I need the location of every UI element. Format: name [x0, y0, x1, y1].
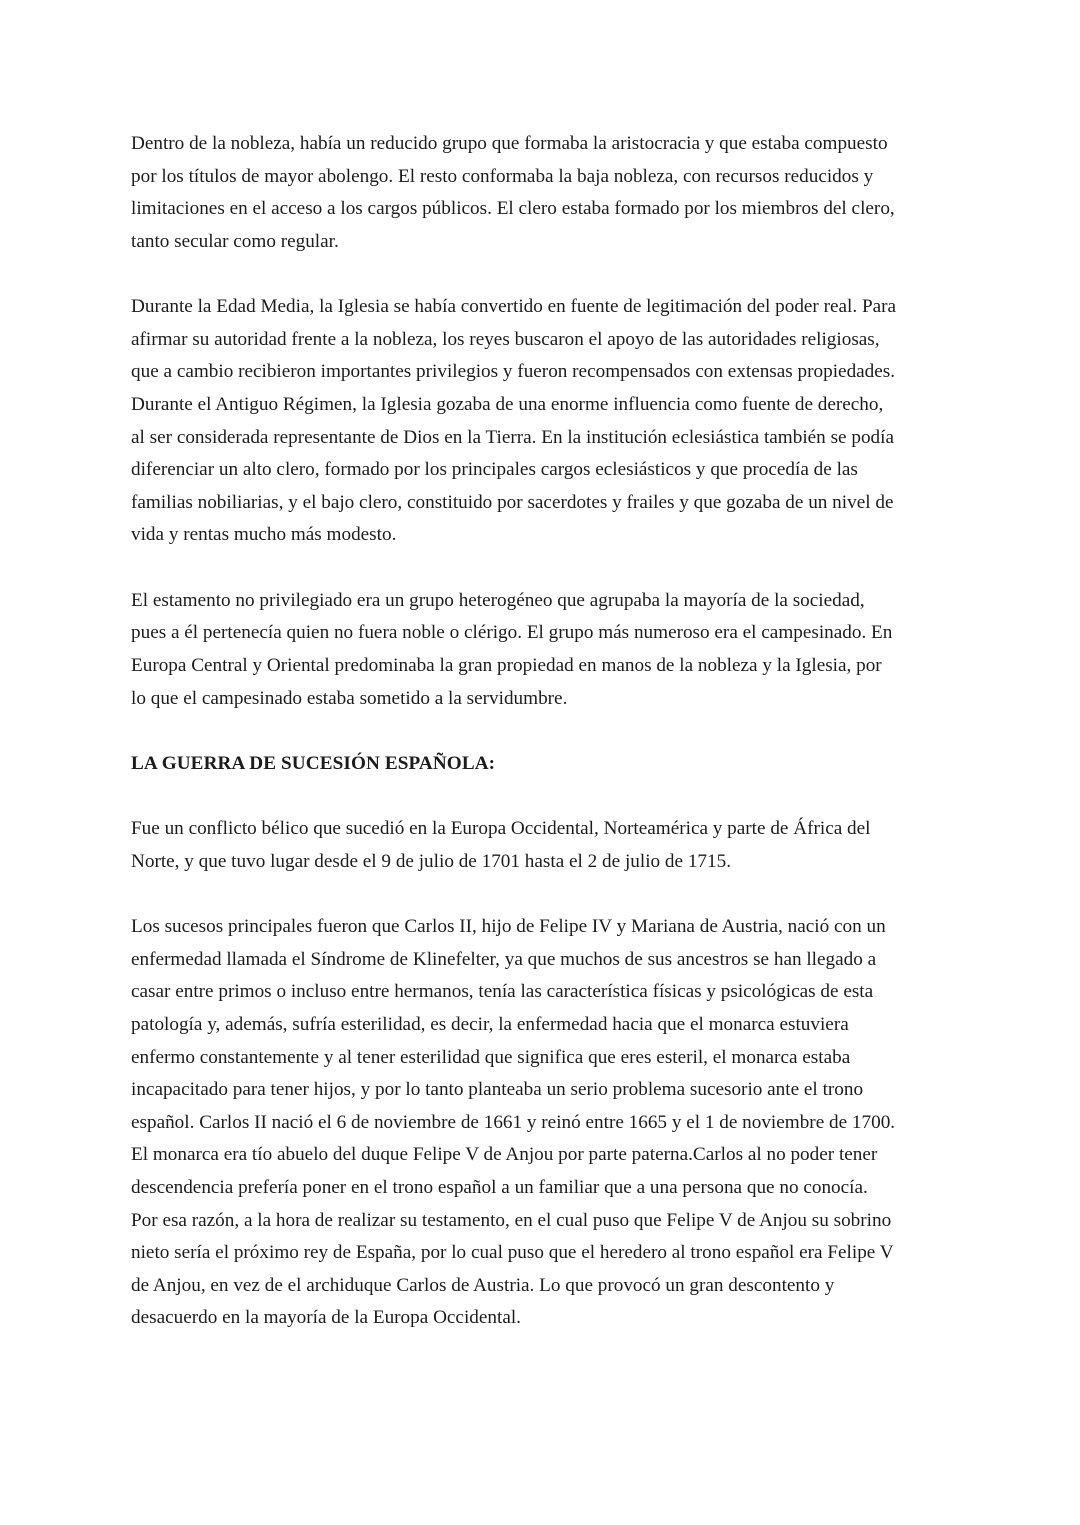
text-line: incapacitado para tener hijos, y por lo tanto planteaba un serio problema sucesorio ante el trono: [131, 1079, 864, 1101]
text-line: que a cambio recibieron importantes privilegios y fueron recompensados con extensas propiedades.: [131, 361, 896, 383]
text-line: por los títulos de mayor abolengo. El resto conformaba la baja nobleza, con recursos reducidos y: [131, 165, 874, 187]
text-line: diferenciar un alto clero, formado por los principales cargos eclesiásticos y que procedía de las: [131, 459, 858, 481]
text-line: pues a él pertenecía quien no fuera noble o clérigo. El grupo más numeroso era el campesinado. En: [131, 622, 893, 644]
paragraph-war-events: [131, 911, 953, 1335]
text-line: enfermedad llamada el Síndrome de Klinefelter, ya que muchos de sus ancestros se han llegado a: [131, 948, 877, 970]
text-line: lo que el campesinado estaba sometido a la servidumbre.: [131, 687, 568, 709]
text-line: desacuerdo en la mayoría de la Europa Occidental.: [131, 1307, 521, 1329]
text-line: vida y rentas mucho más modesto.: [131, 524, 397, 546]
text-line: Dentro de la nobleza, había un reducido grupo que formaba la aristocracia y que estaba compuesto: [131, 133, 888, 154]
text-line: patología y, además, sufría esterilidad, es decir, la enfermedad hacia que el monarca estuviera: [131, 1014, 849, 1036]
text-line: casar entre primos o incluso entre hermanos, tenía las característica físicas y psicológicas de esta: [131, 981, 874, 1003]
text-line: familias nobiliarias, y el bajo clero, constituido por sacerdotes y frailes y que gozaba de un nivel de: [131, 491, 894, 513]
text-line: Durante el Antiguo Régimen, la Iglesia gozaba de una enorme influencia como fuente de derecho,: [131, 393, 884, 415]
text-line: El estamento no privilegiado era un grupo heterogéneo que agrupaba la mayoría de la sociedad,: [131, 589, 865, 611]
paragraph-nobility: [131, 128, 953, 258]
text-line: de Anjou, en vez de el archiduque Carlos de Austria. Lo que provocó un gran descontento y: [131, 1274, 835, 1296]
text-line: limitaciones en el acceso a los cargos públicos. El clero estaba formado por los miembros del clero,: [131, 198, 895, 220]
text-line: El monarca era tío abuelo del duque Felipe V de Anjou por parte paterna.Carlos al no poder tener: [131, 1144, 878, 1166]
text-line: Europa Central y Oriental predominaba la gran propiedad en manos de la nobleza y la Iglesia, por: [131, 654, 882, 676]
text-line: afirmar su autoridad frente a la nobleza, los reyes buscaron el apoyo de las autoridades religiosas,: [131, 328, 880, 350]
paragraph-church: [131, 291, 953, 552]
paragraph-war-summary: [131, 813, 953, 878]
text-line: Durante la Edad Media, la Iglesia se había convertido en fuente de legitimación del poder real. Para: [131, 296, 897, 318]
paragraph-non-privileged: [131, 585, 953, 715]
section-heading: LA GUERRA DE SUCESIÓN ESPAÑOLA:: [131, 752, 496, 774]
text-line: al ser considerada representante de Dios en la Tierra. En la institución eclesiástica también se podía: [131, 426, 894, 448]
text-line: Norte, y que tuvo lugar desde el 9 de julio de 1701 hasta el 2 de julio de 1715.: [131, 850, 732, 872]
text-line: tanto secular como regular.: [131, 230, 339, 252]
text-line: nieto sería el próximo rey de España, por lo cual puso que el heredero al trono español era Felipe V: [131, 1242, 894, 1264]
document-page: [131, 128, 953, 1368]
text-line: Los sucesos principales fueron que Carlos II, hijo de Felipe IV y Mariana de Austria, nació con un: [131, 916, 886, 938]
text-line: enfermo constantemente y al tener esterilidad que significa que eres esteril, el monarca estaba: [131, 1046, 851, 1068]
text-line: descendencia prefería poner en el trono español a un familiar que a una persona que no conocía.: [131, 1177, 868, 1199]
text-line: Fue un conflicto bélico que sucedió en la Europa Occidental, Norteamérica y parte de África del: [131, 818, 871, 840]
text-line: español. Carlos II nació el 6 de noviembre de 1661 y reinó entre 1665 y el 1 de noviembre de 1700.: [131, 1111, 896, 1133]
text-line: Por esa razón, a la hora de realizar su testamento, en el cual puso que Felipe V de Anjou su sobrino: [131, 1209, 892, 1231]
